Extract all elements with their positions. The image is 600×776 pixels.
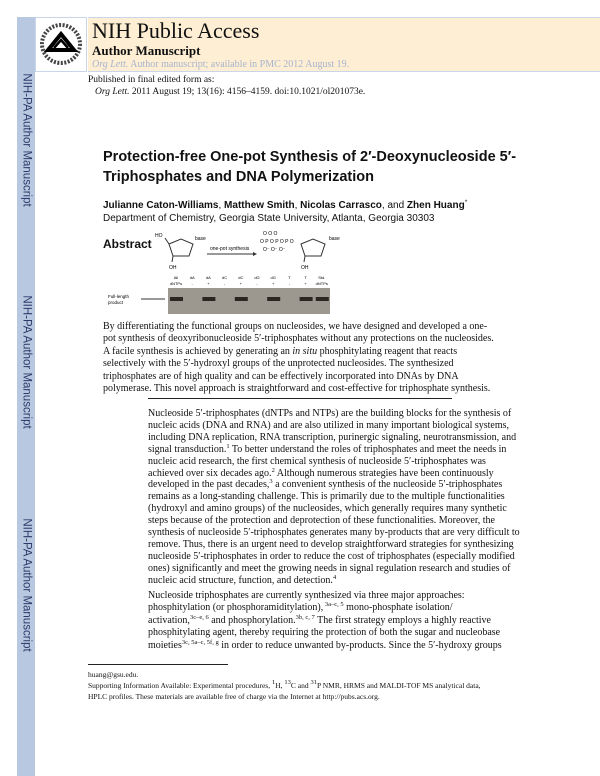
text-segment: H, [275, 681, 285, 690]
lane-label: T [288, 275, 291, 280]
text-segment: P NMR, HRMS and MALDI-TOF MS analytical data, [317, 681, 481, 690]
text-line [148, 563, 510, 574]
oh-label: OH [169, 265, 177, 271]
text-segment: 3 [269, 478, 273, 486]
arrow-head-icon [253, 252, 257, 256]
text-segment: By differentiating the functional groups on nucleosides, we have designed and developed a one- [103, 321, 488, 332]
reactant-structure [165, 238, 193, 262]
text-segment: Although numerous strategies have been continuously [274, 467, 494, 479]
text-segment: 3c, 5a–c, 5f, g [181, 638, 219, 646]
divider [148, 398, 452, 399]
author: Julianne Caton-Williams [103, 200, 219, 211]
text-segment: (hydroxyl and amino groups) of the nucleosides, which generally requires many synthetic [148, 503, 507, 515]
lane-label: - [191, 281, 193, 286]
text-segment: 3a–c, 5 [323, 601, 344, 609]
text-segment: To better understand the roles of triphosphates and meet the needs in [229, 443, 507, 455]
lane-label: - [256, 281, 258, 286]
authors [103, 200, 467, 212]
text-segment: remains as a long-standing challenge. This is primarily due to the multiple functionalities [148, 491, 505, 503]
text-segment: including DNA replication, RNA transcription, purinergic signaling, neurotransmission, and [148, 431, 517, 443]
text-line [88, 671, 138, 679]
text-segment: The first strategy employs a highly reactive [314, 614, 491, 626]
sep: , and [381, 200, 407, 211]
text-line [88, 679, 481, 690]
gel-band [316, 297, 329, 301]
text-segment: phosphitylating agent, thereby requiring the protection of both the sugar and nucleobase [148, 627, 501, 639]
lane-label: + [239, 281, 242, 286]
text-segment: remove. Thus, there is an urgent need to develop straightforward strategies for synthesizing [148, 538, 514, 550]
lane-label: + [207, 281, 210, 286]
text-segment: huang@gsu.edu. [88, 670, 139, 679]
nih-logo [35, 17, 87, 72]
abstract-heading: Abstract [103, 237, 152, 251]
text-segment: nucleic acids (DNA and RNA) and are also utilized in many important biological systems, [148, 419, 510, 431]
lane-label: T [304, 275, 307, 280]
svg-text:O⁻ O⁻ O⁻: O⁻ O⁻ O⁻ [263, 247, 286, 253]
text-segment: 3c–e, 6 [189, 613, 209, 621]
text-line [148, 551, 515, 562]
sep: , [294, 200, 301, 211]
author: Nicolas Carrasco [300, 200, 382, 211]
lane-label: dG [254, 275, 260, 280]
arrow-label: one-pot synthesis [210, 246, 250, 252]
sidebar-label: NIH-PA Author Manuscript [20, 518, 33, 652]
text-line [103, 371, 459, 382]
text-line [103, 321, 487, 332]
text-segment: and phosphorylation. [208, 614, 296, 626]
lane-label: dG [270, 275, 276, 280]
text-segment: 2 [271, 466, 275, 474]
lane-label: - [223, 281, 226, 286]
lane-label: dA [205, 275, 211, 280]
text-segment: in order to reduce unwanted by-products. Since the 5′-hydroxy groups [218, 639, 502, 651]
text-line [88, 693, 380, 701]
text-segment: signal transduction. [148, 443, 227, 455]
text-line [103, 346, 457, 357]
text-segment: 31 [310, 679, 317, 686]
sidebar-label: NIH-PA Author Manuscript [20, 73, 33, 207]
nih-seal-icon [36, 18, 86, 71]
text-line [148, 575, 336, 586]
text-line [148, 515, 495, 526]
text-segment: synthesis of nucleoside 5′-triphosphates generates many by-products that are very difficult to [148, 527, 520, 538]
text-line [148, 602, 453, 613]
title-line: Protection-free One-pot Synthesis of 2′-Deoxynucleoside 5′- [103, 149, 517, 165]
corresponding-mark: * [464, 199, 468, 206]
text-segment: C and [290, 681, 311, 690]
author: Matthew Smith [224, 200, 295, 211]
text-segment: 4 [332, 573, 337, 581]
toc-figure [105, 228, 355, 316]
text-segment: polymerase. This novel approach is straightforward and cost-effective for triphosphate synthesis. [103, 383, 491, 394]
gel-band [202, 297, 215, 301]
band-label: Full-length [108, 294, 130, 299]
lane-label: dC [222, 275, 228, 280]
text-line [148, 627, 500, 638]
text-line [148, 456, 486, 467]
text-line [148, 420, 509, 431]
sidebar-label: NIH-PA Author Manuscript [20, 295, 33, 429]
text-line [103, 383, 490, 394]
published-label: Published in final edited form as: [88, 75, 215, 85]
footnote-divider [88, 664, 228, 665]
text-segment: 13 [284, 679, 291, 686]
text-segment: pot synthesis of deoxyribonucleoside 5′-triphosphates without any protections on the nucleosides. [103, 333, 494, 345]
text-segment: selectively with the 5′-hydroxyl groups of the unprotected nucleosides. The synthesized [103, 358, 454, 370]
affiliation: Department of Chemistry, Georgia State University, Atlanta, Georgia 30303 [103, 213, 435, 224]
text-segment: Supporting Information Available: Experimental procedures, [88, 681, 272, 690]
gel-band [267, 297, 280, 301]
text-segment: a convenient synthesis of the nucleoside 5′-triphosphates [272, 479, 503, 491]
availability-text: Author manuscript; available in PMC 2012 August 19. [128, 59, 350, 70]
text-segment: in situ [292, 345, 318, 357]
text-line [148, 503, 507, 514]
text-segment: achieved over six decades ago. [148, 467, 272, 479]
text-line [148, 491, 505, 502]
paper-title [103, 147, 516, 187]
citation-text: 2011 August 19; 13(16): 4156–4159. doi:10.1021/ol201073e. [129, 87, 366, 97]
header-title: NIH Public Access [92, 18, 260, 43]
text-segment: 1 [271, 679, 276, 686]
header-subtitle: Author Manuscript [92, 43, 201, 58]
availability [92, 59, 349, 70]
text-segment: mono-phosphate isolation/ [343, 602, 453, 614]
base-label: base [195, 236, 206, 242]
text-line [148, 527, 520, 538]
svg-text:O P O P O P O: O P O P O P O [260, 239, 294, 245]
text-line [148, 615, 491, 626]
author: Zhen Huang [406, 200, 465, 211]
text-segment: steps because of the protection and deprotection of these functionalities. Moreover, the [148, 515, 495, 527]
text-segment: moieties [148, 639, 182, 651]
text-line [148, 432, 516, 443]
text-line [148, 468, 494, 479]
text-line [148, 479, 502, 490]
lane-label: dNTPs [169, 281, 183, 286]
lane-label: Std. [318, 275, 326, 280]
lane-label: + [272, 281, 275, 286]
text-segment: Nucleoside triphosphates are currently synthesized via three major approaches: [148, 590, 465, 601]
title-line: Triphosphates and DNA Polymerization [103, 169, 374, 185]
gel-band [170, 297, 183, 301]
lane-label: dC [238, 275, 244, 280]
oh-label: OH [301, 265, 309, 271]
citation-journal: Org Lett. [95, 87, 130, 97]
text-line [148, 640, 502, 651]
lane-label: dNTPs [315, 281, 328, 286]
journal-name: Org Lett. [92, 59, 129, 70]
text-segment: phosphitylating reagent that reacts [317, 345, 458, 357]
band-label: product [108, 300, 124, 305]
lane-label: + [304, 281, 307, 286]
sep: , [218, 200, 225, 211]
text-segment: activation, [148, 614, 190, 626]
text-segment: nucleoside 5′-triphosphates in order to reduce the cost of triphosphates (especially modified [148, 550, 515, 562]
text-segment: developed in the past decades, [148, 479, 270, 491]
text-line [148, 444, 506, 455]
header-band [88, 17, 600, 72]
text-segment: 3b, c, 7 [295, 613, 315, 621]
citation [95, 87, 365, 98]
lane-label: - [288, 281, 291, 286]
triphosphate-structure [260, 231, 294, 253]
text-line [103, 333, 494, 344]
text-segment: nucleic acid structure, function, and detection. [148, 574, 333, 586]
text-line [148, 539, 514, 550]
text-segment: A facile synthesis is achieved by generating an [103, 345, 293, 357]
svg-text:O O O: O O O [263, 231, 278, 237]
gel-band [235, 297, 248, 301]
text-line [148, 590, 465, 601]
text-segment: Nucleoside 5′-triphosphates (dNTPs and NTPs) are the building blocks for the synthesis of [148, 408, 512, 419]
lane-label: All [173, 275, 179, 280]
text-segment: phosphitylation (or phosphoramiditylation), [148, 602, 324, 614]
gel-band [300, 297, 313, 301]
text-segment: ones) significantly and meet the growing needs in signal regulation research and studies of [148, 562, 511, 574]
lane-label: dA [189, 275, 195, 280]
text-segment: triphosphates are of high quality and can be effectively incorporated into DNAs by DNA [103, 370, 459, 382]
text-line [103, 358, 454, 369]
text-segment: 1 [226, 442, 230, 450]
base-label: base [329, 236, 340, 242]
text-segment: nucleic acid research, the first chemical synthesis of nucleoside 5′-triphosphates was [148, 455, 486, 467]
text-segment: HPLC profiles. These materials are available free of charge via the Internet at http://pubs.acs.org. [88, 692, 380, 701]
text-line [148, 408, 511, 419]
ho-label: HO [155, 233, 163, 239]
